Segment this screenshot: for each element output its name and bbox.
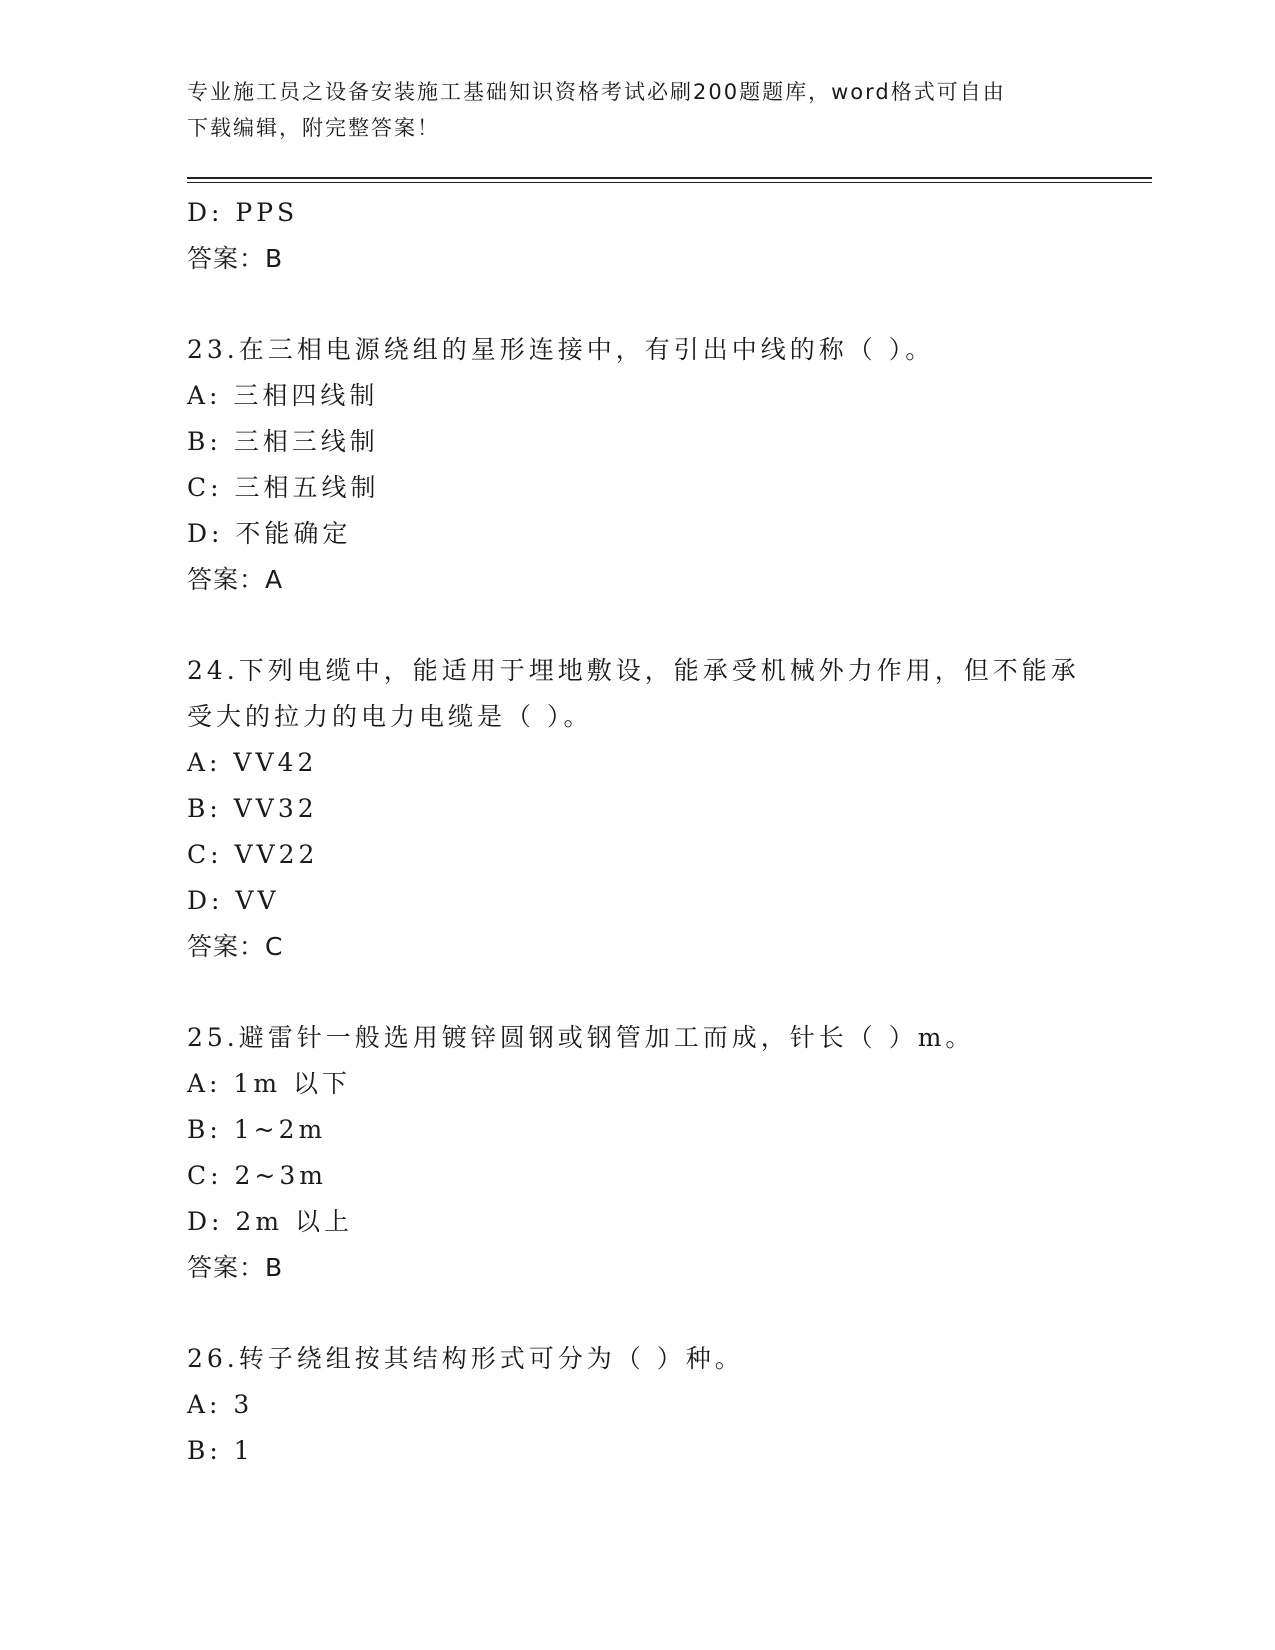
question-answer: 答案：C	[187, 932, 284, 961]
question-stem: 23.在三相电源绕组的星形连接中，有引出中线的称（ ）。	[187, 335, 935, 364]
option-b: B: 1~2m	[187, 1115, 327, 1144]
question-answer: 答案：A	[187, 565, 284, 594]
question-24	[187, 648, 1087, 970]
question-spacer	[187, 970, 1087, 1015]
question-answer: 答案：B	[187, 1253, 284, 1282]
header-divider-thin	[187, 182, 1152, 183]
option-b: B: 1	[187, 1436, 254, 1465]
question-spacer	[187, 282, 1087, 327]
option-d: D: VV	[187, 886, 280, 915]
prev-question-answer: 答案：B	[187, 244, 284, 273]
option-a: A: 1m 以下	[187, 1069, 351, 1098]
option-c: C: 三相五线制	[187, 473, 380, 502]
question-stem: 26.转子绕组按其结构形式可分为（ ）种。	[187, 1344, 744, 1373]
header-divider-thick	[187, 177, 1152, 179]
document-header	[187, 74, 1087, 146]
option-a: A: VV42	[187, 748, 318, 777]
option-d: D: 2m 以上	[187, 1207, 353, 1236]
option-b: B: 三相三线制	[187, 427, 379, 456]
question-25	[187, 1015, 1087, 1291]
question-stem: 25.避雷针一般选用镀锌圆钢或钢管加工而成，针长（ ）m。	[187, 1023, 975, 1052]
header-title-line-2: 下载编辑，附完整答案！	[187, 116, 440, 140]
option-a: A: 三相四线制	[187, 381, 379, 410]
question-spacer	[187, 1291, 1087, 1336]
question-spacer	[187, 603, 1087, 648]
option-a: A: 3	[187, 1390, 254, 1419]
question-stem-line-2: 受大的拉力的电力电缆是（ ）。	[187, 702, 593, 731]
question-26	[187, 1336, 1087, 1474]
option-c: C: VV22	[187, 840, 319, 869]
question-list	[187, 190, 1087, 1474]
question-stem-line-1: 24.下列电缆中，能适用于埋地敷设，能承受机械外力作用，但不能承	[187, 656, 1080, 685]
prev-question-option-d: D: PPS	[187, 198, 299, 227]
option-b: B: VV32	[187, 794, 318, 823]
option-c: C: 2~3m	[187, 1161, 327, 1190]
header-title-line-1: 专业施工员之设备安装施工基础知识资格考试必刷200题题库，word格式可自由	[187, 80, 1006, 104]
option-d: D: 不能确定	[187, 519, 352, 548]
question-23	[187, 327, 1087, 603]
